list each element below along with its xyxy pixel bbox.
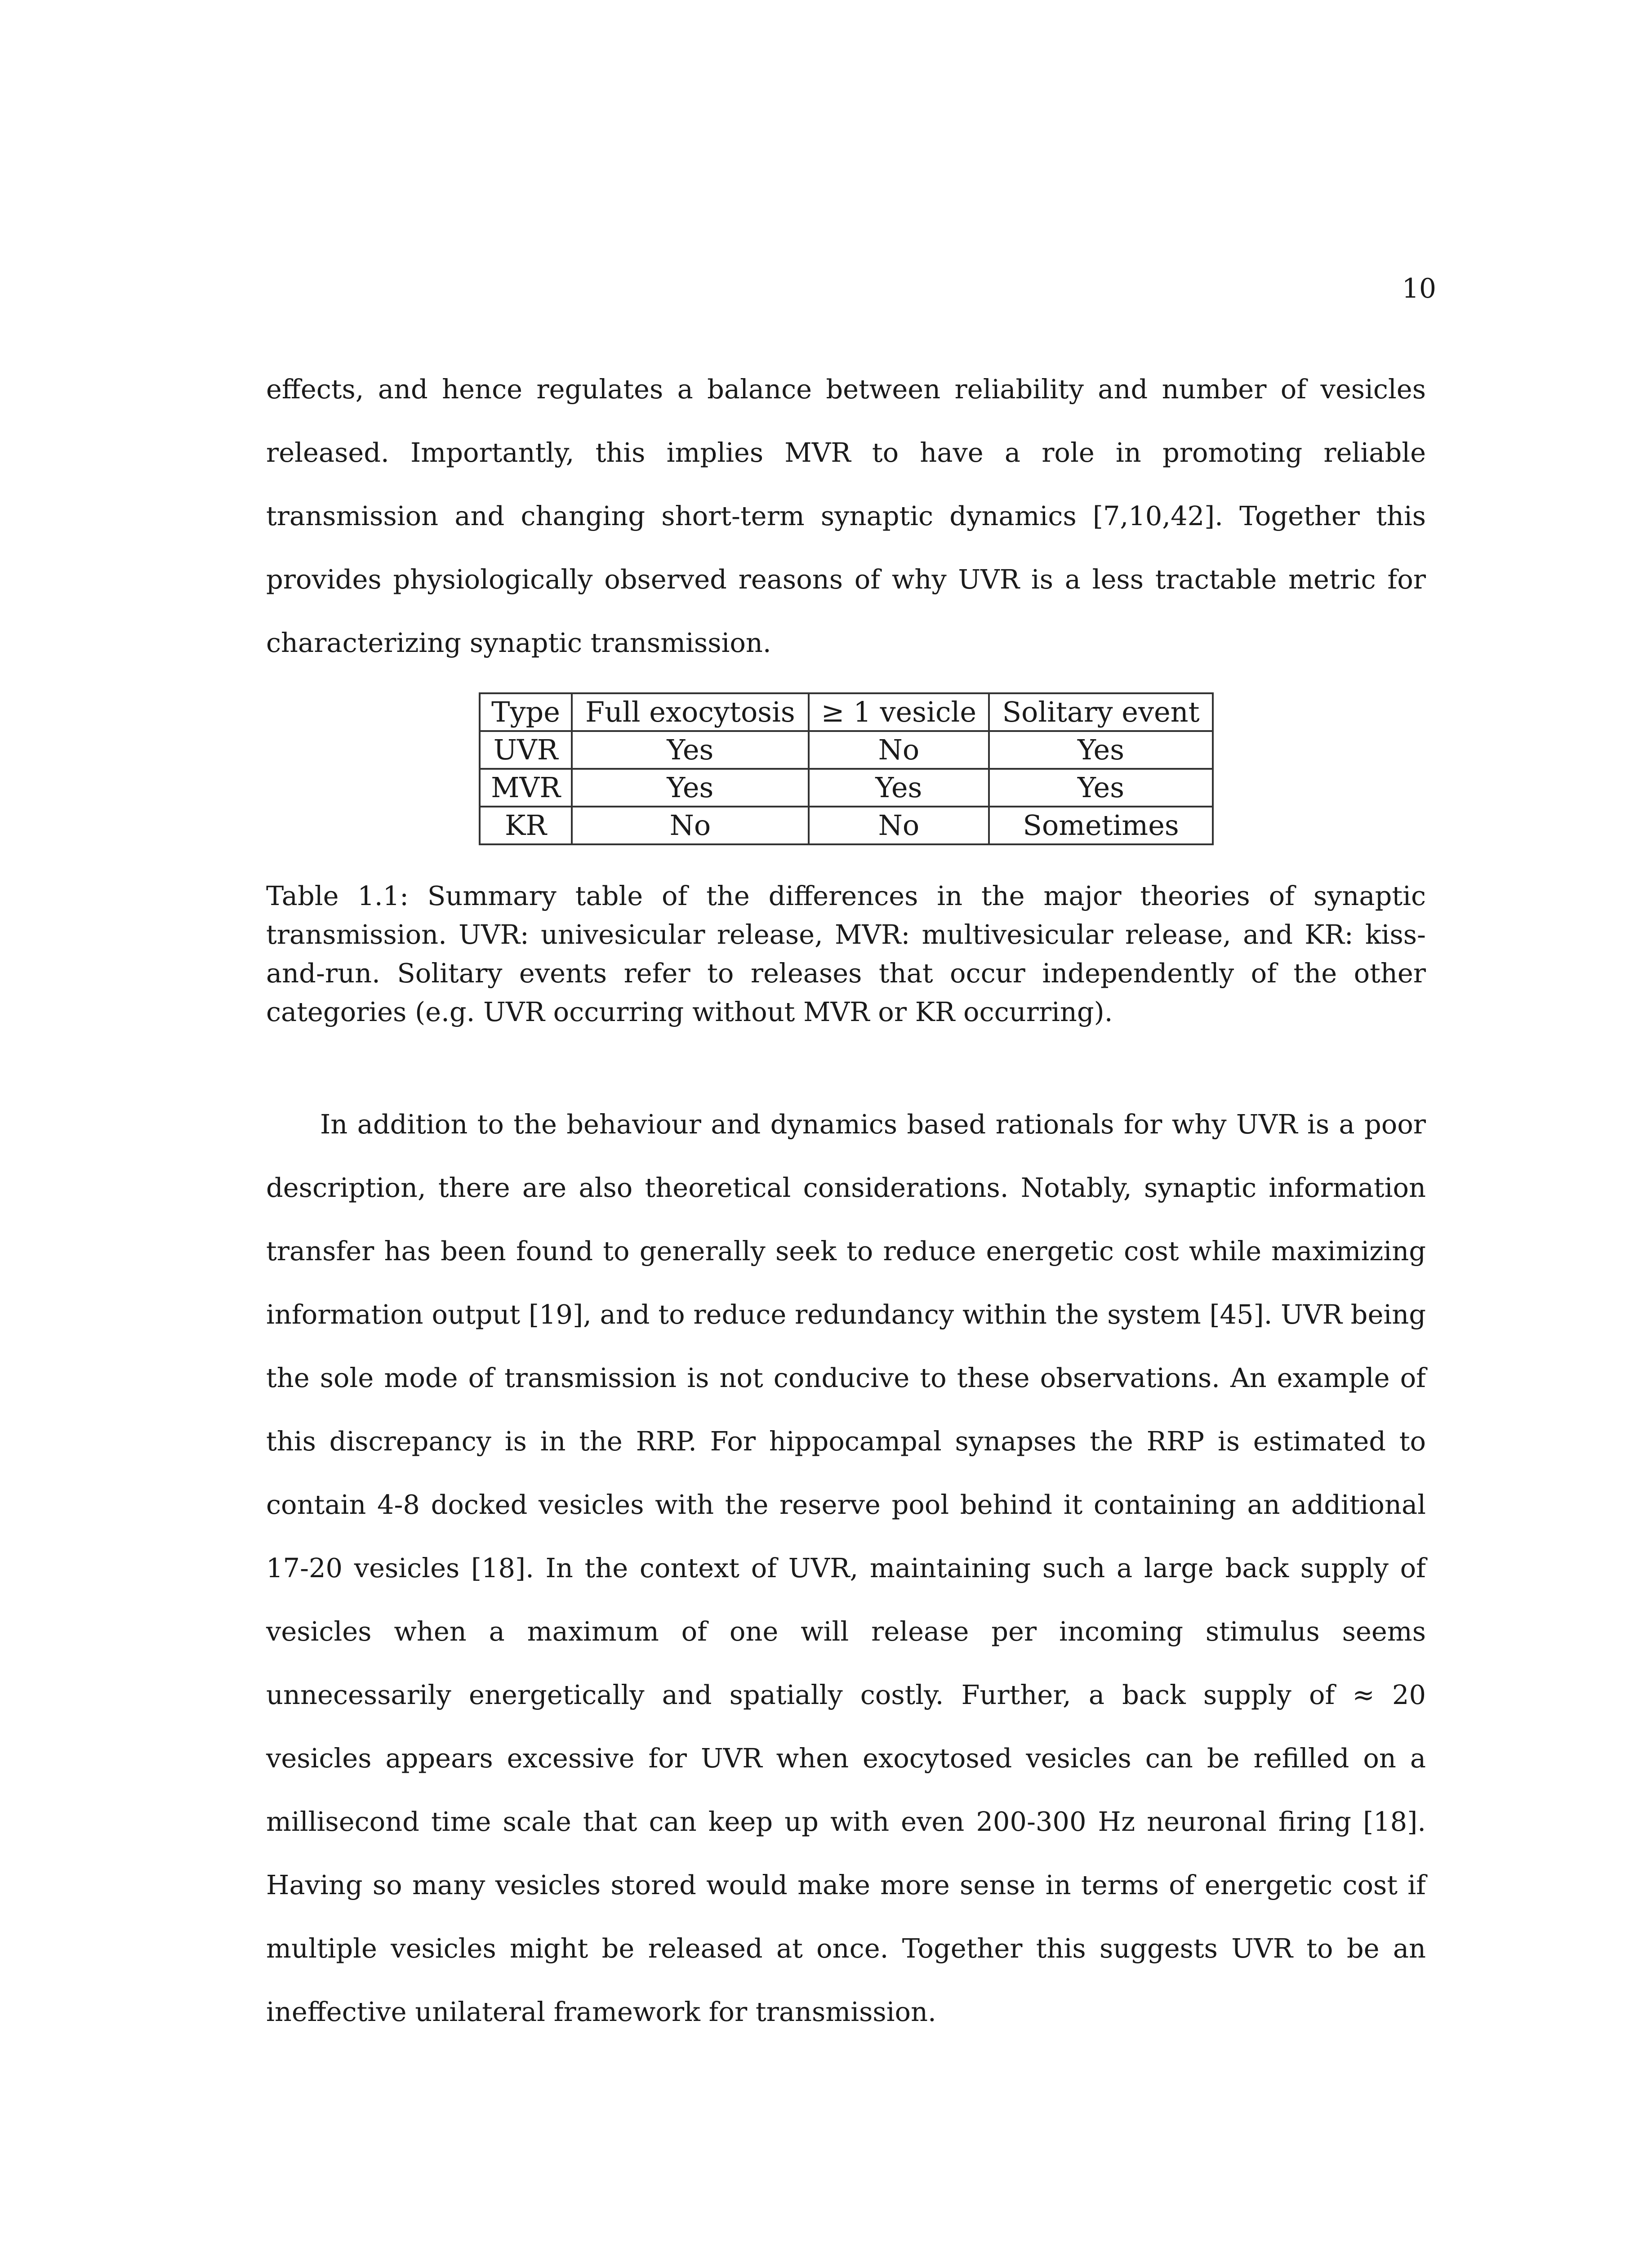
table-cell: No <box>572 807 809 844</box>
table-cell: Yes <box>572 769 809 807</box>
column-header-vesicle-count: ≥ 1 vesicle <box>809 693 989 731</box>
table-row <box>480 807 1213 844</box>
table-cell: UVR <box>480 731 572 769</box>
table-cell: Sometimes <box>989 807 1213 844</box>
body-paragraph-2: In addition to the behaviour and dynamics based rationals for why UVR is a poor description, there are also theoretical considerations. Notably, synaptic information transfer has been found to generally seek to reduce energetic cost while maximizing information output [19], and to reduce redundancy within the system [45]. UVR being the sole mode of transmission is not conducive to these observations. An example of this discrepancy is in the RRP. For hippocampal synapses the RRP is estimated to contain 4-8 docked vesicles with the reserve pool behind it containing an additional 17-20 vesicles [18]. In the context of UVR, maintaining such a large back supply of vesicles when a maximum of one will release per incoming stimulus seems unnecessarily energetically and spatially costly. Further, a back supply of ≈ 20 vesicles appears excessive for UVR when exocytosed vesicles can be refilled on a millisecond time scale that can keep up with even 200-300 Hz neuronal firing [18]. Having so many vesicles stored would make more sense in terms of energetic cost if multiple vesicles might be released at once. Together this suggests UVR to be an ineffective unilateral framework for transmission. <box>266 1109 1426 2027</box>
table-row <box>480 769 1213 807</box>
table-row <box>480 731 1213 769</box>
table-cell: No <box>809 807 989 844</box>
page-number: 10 <box>1402 273 1436 304</box>
column-header-full-exocytosis: Full exocytosis <box>572 693 809 731</box>
table-cell: Yes <box>572 731 809 769</box>
table-caption: Table 1.1: Summary table of the differences in the major theories of synaptic transmission. UVR: univesicular release, MVR: multivesicular release, and KR: kiss-and-run. Solitary events refer to releases that occur independently of the other categories (e.g. UVR occurring without MVR or KR occurring). <box>266 880 1426 1027</box>
column-header-solitary-event: Solitary event <box>989 693 1213 731</box>
summary-table <box>479 692 1214 845</box>
table-cell: Yes <box>989 731 1213 769</box>
table-cell: MVR <box>480 769 572 807</box>
body-paragraph-1: effects, and hence regulates a balance between reliability and number of vesicles released. Importantly, this implies MVR to have a role in promoting reliable transmission and changing short-term synaptic dynamics [7,10,42]. Together this provides physiologically observed reasons of why UVR is a less tractable metric for characterizing synaptic transmission. <box>266 374 1426 658</box>
table-cell: Yes <box>809 769 989 807</box>
table-cell: Yes <box>989 769 1213 807</box>
column-header-type: Type <box>480 693 572 731</box>
table-cell: No <box>809 731 989 769</box>
table-header-row <box>480 693 1213 731</box>
table-cell: KR <box>480 807 572 844</box>
